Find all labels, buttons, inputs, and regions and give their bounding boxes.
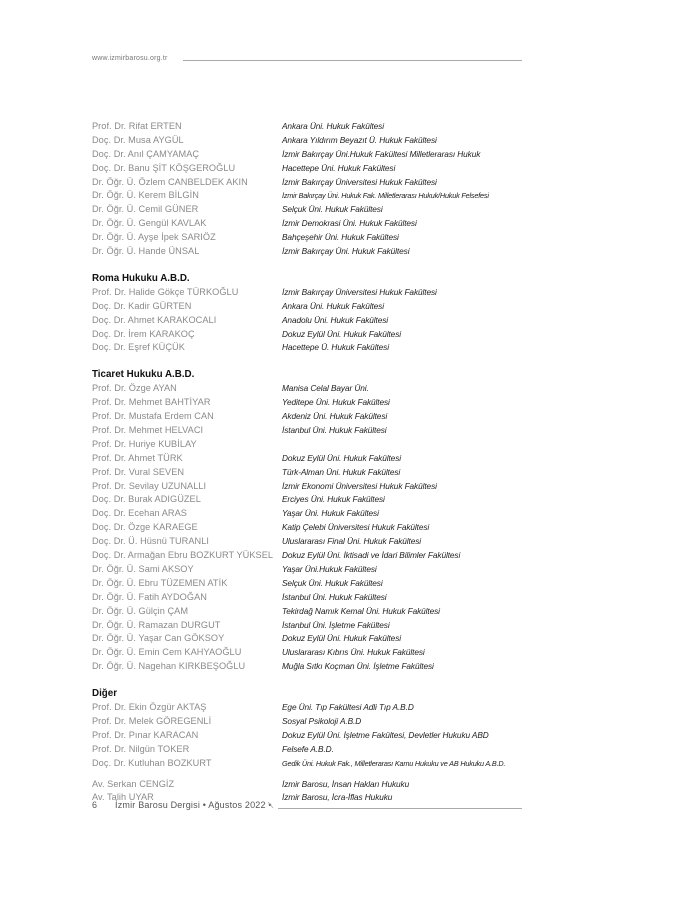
member-institution: Yaşar Üni. Hukuk Fakültesi bbox=[282, 508, 379, 519]
member-name: Dr. Öğr. Ü. Özlem CANBELDEK AKIN bbox=[92, 176, 248, 187]
member-row bbox=[92, 148, 532, 162]
member-institution: Yeditepe Üni. Hukuk Fakültesi bbox=[282, 397, 390, 408]
member-institution: Hacettepe Üni. Hukuk Fakültesi bbox=[282, 162, 396, 173]
member-institution: Dokuz Eylül Üni. Hukuk Fakültesi bbox=[282, 633, 401, 644]
member-name: Prof. Dr. Sevilay UZUNALLI bbox=[92, 480, 207, 491]
member-row bbox=[92, 619, 532, 633]
member-name: Dr. Öğr. Ü. Cemil GÜNER bbox=[92, 204, 199, 215]
member-name: Dr. Öğr. Ü. Ayşe İpek SARIÖZ bbox=[92, 232, 216, 243]
member-institution: Anadolu Üni. Hukuk Fakültesi bbox=[282, 314, 389, 325]
member-institution: İzmir Barosu, İcra-İflas Hukuku bbox=[282, 792, 393, 803]
member-name: Doç. Dr. Armağan Ebru BOZKURT YÜKSEL bbox=[92, 550, 274, 561]
member-row bbox=[92, 382, 532, 396]
member-name: Prof. Dr. Halide Gökçe TÜRKOĞLU bbox=[92, 286, 239, 297]
member-row bbox=[92, 134, 532, 148]
member-institution: İstanbul Üni. Hukuk Fakültesi bbox=[282, 425, 387, 436]
member-row bbox=[92, 438, 532, 452]
member-row bbox=[92, 217, 532, 231]
member-institution: Sosyal Psikoloji A.B.D bbox=[282, 715, 362, 726]
page-number: 6 bbox=[92, 800, 98, 810]
member-row bbox=[92, 549, 532, 563]
member-name: Av. Serkan CENGİZ bbox=[92, 778, 175, 789]
member-name: Prof. Dr. Vural SEVEN bbox=[92, 466, 185, 477]
member-row bbox=[92, 396, 532, 410]
member-name: Doç. Dr. Ü. Hüsnü TURANLI bbox=[92, 536, 209, 547]
member-name: Prof. Dr. Huriye KUBİLAY bbox=[92, 438, 197, 449]
member-name: Dr. Öğr. Ü. Gülçin ÇAM bbox=[92, 605, 189, 616]
member-row bbox=[92, 757, 532, 771]
member-name: Doç. Dr. Kadir GÜRTEN bbox=[92, 300, 192, 311]
member-row bbox=[92, 189, 532, 203]
member-institution: İstanbul Üni. İşletme Fakültesi bbox=[282, 619, 390, 630]
member-row bbox=[92, 507, 532, 521]
member-institution: Akdeniz Üni. Hukuk Fakültesi bbox=[282, 411, 388, 422]
member-row bbox=[92, 120, 532, 134]
member-institution: Ankara Üni. Hukuk Fakültesi bbox=[282, 300, 384, 311]
member-name: Prof. Dr. Rifat ERTEN bbox=[92, 121, 182, 131]
member-name: Dr. Öğr. Ü. Ebru TÜZEMEN ATİK bbox=[92, 577, 228, 588]
member-institution: Felsefe A.B.D. bbox=[282, 743, 334, 754]
member-name: Doç. Dr. Ahmet KARAKOCALI bbox=[92, 314, 217, 325]
member-institution: Ege Üni. Tıp Fakültesi Adli Tıp A.B.D bbox=[282, 702, 414, 713]
member-institution: Hacettepe Ü. Hukuk Fakültesi bbox=[282, 342, 389, 353]
member-name: Doç. Dr. Musa AYGÜL bbox=[92, 134, 184, 145]
member-institution: İzmir Bakırçay Üniversitesi Hukuk Fakültesi bbox=[282, 176, 437, 187]
member-institution: Türk-Alman Üni. Hukuk Fakültesi bbox=[282, 466, 401, 477]
member-institution: Ankara Yıldırım Beyazıt Ü. Hukuk Fakültesi bbox=[282, 134, 437, 145]
member-row bbox=[92, 203, 532, 217]
member-row bbox=[92, 605, 532, 619]
member-row bbox=[92, 591, 532, 605]
member-name: Prof. Dr. Ahmet TÜRK bbox=[92, 452, 183, 463]
header-rule bbox=[183, 60, 522, 61]
member-row bbox=[92, 245, 532, 259]
member-name: Prof. Dr. Mustafa Erdem CAN bbox=[92, 411, 214, 422]
member-name: Dr. Öğr. Ü. Nagehan KIRKBEŞOĞLU bbox=[92, 661, 246, 672]
member-name: Doç. Dr. Özge KARAEGE bbox=[92, 522, 198, 533]
member-row bbox=[92, 480, 532, 494]
member-row bbox=[92, 660, 532, 674]
member-row bbox=[92, 715, 532, 729]
member-name: Prof. Dr. Ekin Özgür AKTAŞ bbox=[92, 702, 207, 713]
member-institution: Uluslararası Kıbrıs Üni. Hukuk Fakültesi bbox=[282, 647, 425, 658]
member-name: Prof. Dr. Nilgün TOKER bbox=[92, 743, 190, 754]
member-row bbox=[92, 286, 532, 300]
member-row bbox=[92, 314, 532, 328]
member-name: Doç. Dr. Eşref KÜÇÜK bbox=[92, 342, 185, 353]
member-institution: İzmir Demokrasi Üni. Hukuk Fakültesi bbox=[282, 218, 417, 229]
member-institution: Ankara Üni. Hukuk Fakültesi bbox=[282, 121, 384, 131]
section-title: Roma Hukuku A.B.D. bbox=[92, 272, 190, 284]
member-institution: Selçuk Üni. Hukuk Fakültesi bbox=[282, 204, 383, 215]
page-footer bbox=[92, 800, 522, 814]
member-row bbox=[92, 778, 532, 792]
member-institution: Bahçeşehir Üni. Hukuk Fakültesi bbox=[282, 232, 399, 243]
member-institution: Dokuz Eylül Üni. Hukuk Fakültesi bbox=[282, 328, 401, 339]
member-institution: Dokuz Eylül Üni. İşletme Fakültesi, Devletler Hukuku ABD bbox=[282, 729, 489, 740]
member-row bbox=[92, 646, 532, 660]
member-institution: Dokuz Eylül Üni. İktisadi ve İdari Bilimler Fakültesi bbox=[282, 550, 461, 561]
section-title: Diğer bbox=[92, 688, 118, 700]
member-institution: İzmir Bakırçay Üni.Hukuk Fakültesi Milletlerarası Hukuk bbox=[282, 148, 481, 159]
member-institution: Gedik Üni. Hukuk Fak., Milletlerarası Kamu Hukuku ve AB Hukuku A.B.D. bbox=[282, 758, 506, 768]
member-row bbox=[92, 577, 532, 591]
member-name: Dr. Öğr. Ü. Kerem BİLGİN bbox=[92, 190, 199, 201]
member-row bbox=[92, 632, 532, 646]
member-row bbox=[92, 341, 532, 355]
member-list bbox=[92, 120, 532, 805]
member-institution: İzmir Bakırçay Üni. Hukuk Fak. Milletlerarası Hukuk/Hukuk Felsefesi bbox=[282, 191, 489, 201]
member-row bbox=[92, 521, 532, 535]
member-row bbox=[92, 300, 532, 314]
member-institution: Manisa Celal Bayar Üni. bbox=[282, 383, 369, 394]
member-row bbox=[92, 466, 532, 480]
member-institution: İzmir Ekonomi Üniversitesi Hukuk Fakültesi bbox=[282, 480, 437, 491]
member-name: Dr. Öğr. Ü. Sami AKSOY bbox=[92, 563, 194, 574]
member-institution: İzmir Bakırçay Üniversitesi Hukuk Fakültesi bbox=[282, 286, 437, 297]
member-institution: İzmir Barosu, İnsan Hakları Hukuku bbox=[282, 778, 410, 789]
member-institution: Yaşar Üni.Hukuk Fakültesi bbox=[282, 563, 377, 574]
member-institution: Dokuz Eylül Üni. Hukuk Fakültesi bbox=[282, 452, 401, 463]
member-row bbox=[92, 176, 532, 190]
section-title: Ticaret Hukuku A.B.D. bbox=[92, 369, 195, 381]
member-name: Doç. Dr. Burak ADIGÜZEL bbox=[92, 494, 201, 505]
member-row bbox=[92, 493, 532, 507]
member-row bbox=[92, 701, 532, 715]
footer-rule bbox=[278, 808, 522, 809]
member-row bbox=[92, 231, 532, 245]
page-header bbox=[92, 54, 522, 66]
site-url[interactable]: www.izmirbarosu.org.tr bbox=[92, 55, 168, 62]
member-row bbox=[92, 729, 532, 743]
member-name: Doç. Dr. Banu ŞİT KÖŞGEROĞLU bbox=[92, 162, 236, 173]
member-name: Dr. Öğr. Ü. Fatih AYDOĞAN bbox=[92, 591, 207, 602]
member-name: Prof. Dr. Mehmet HELVACI bbox=[92, 425, 204, 436]
member-name: Dr. Öğr. Ü. Yaşar Can GÖKSOY bbox=[92, 633, 225, 644]
member-row bbox=[92, 563, 532, 577]
member-row bbox=[92, 452, 532, 466]
member-row bbox=[92, 410, 532, 424]
member-row bbox=[92, 162, 532, 176]
member-institution: Erciyes Üni. Hukuk Fakültesi bbox=[282, 494, 385, 505]
member-row bbox=[92, 328, 532, 342]
member-institution: Selçuk Üni. Hukuk Fakültesi bbox=[282, 577, 383, 588]
member-name: Prof. Dr. Melek GÖREGENLİ bbox=[92, 715, 212, 726]
member-institution: İzmir Bakırçay Üni. Hukuk Fakültesi bbox=[282, 246, 410, 257]
member-name: Doç. Dr. Ecehan ARAS bbox=[92, 508, 187, 519]
member-name: Prof. Dr. Pınar KARACAN bbox=[92, 729, 199, 740]
member-name: Av. Talih UYAR bbox=[92, 792, 154, 803]
member-name: Doç. Dr. Anıl ÇAMYAMAÇ bbox=[92, 148, 200, 159]
member-institution: Muğla Sıtkı Koçman Üni. İşletme Fakültesi bbox=[282, 661, 434, 672]
member-name: Dr. Öğr. Ü. Hande ÜNSAL bbox=[92, 246, 200, 257]
member-name: Dr. Öğr. Ü. Ramazan DURGUT bbox=[92, 619, 221, 630]
member-row bbox=[92, 743, 532, 757]
member-name: Doç. Dr. Kutluhan BOZKURT bbox=[92, 757, 212, 768]
member-institution: İstanbul Üni. Hukuk Fakültesi bbox=[282, 591, 387, 602]
member-name: Dr. Öğr. Ü. Gengül KAVLAK bbox=[92, 218, 207, 229]
member-name: Prof. Dr. Mehmet BAHTİYAR bbox=[92, 397, 211, 408]
member-name: Doç. Dr. İrem KARAKOÇ bbox=[92, 328, 195, 339]
member-row bbox=[92, 424, 532, 438]
member-name: Prof. Dr. Özge AYAN bbox=[92, 383, 177, 394]
member-name: Dr. Öğr. Ü. Emin Cem KAHYAOĞLU bbox=[92, 647, 242, 658]
member-institution: Tekirdağ Namık Kemal Üni. Hukuk Fakültesi bbox=[282, 605, 440, 616]
member-institution: Uluslararası Final Üni. Hukuk Fakültesi bbox=[282, 536, 422, 547]
member-row bbox=[92, 535, 532, 549]
journal-title: İzmir Barosu Dergisi • Ağustos 2022 • bbox=[115, 800, 272, 810]
member-institution: Katip Çelebi Üniversitesi Hukuk Fakültesi bbox=[282, 522, 430, 533]
section-gap bbox=[92, 771, 532, 778]
